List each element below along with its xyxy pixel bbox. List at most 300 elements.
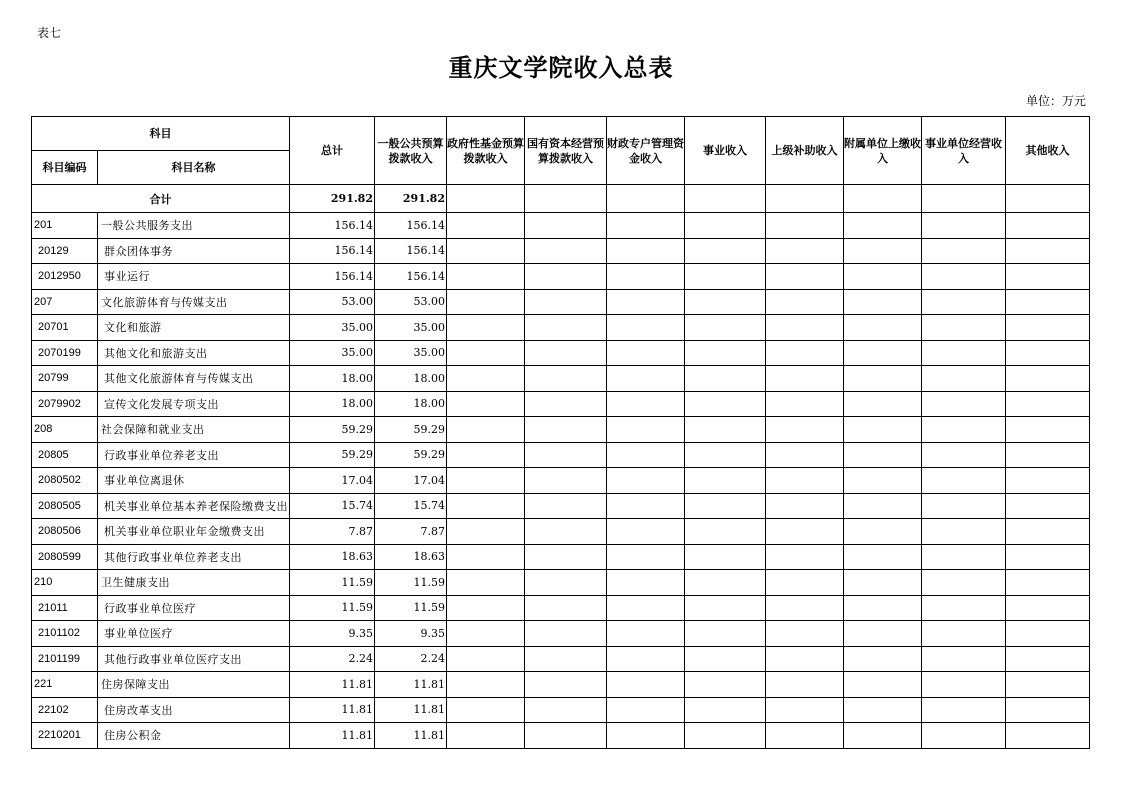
amount-cell	[766, 366, 844, 392]
amount-cell: 11.59	[290, 595, 375, 621]
amount-cell	[1006, 723, 1090, 749]
amount-cell	[1006, 570, 1090, 596]
table-row	[32, 238, 1090, 264]
amount-cell: 17.04	[290, 468, 375, 494]
subject-code-cell: 2080502	[32, 468, 98, 494]
amount-cell	[607, 570, 685, 596]
amount-cell	[844, 391, 922, 417]
amount-cell: 11.59	[375, 595, 447, 621]
amount-cell: 7.87	[375, 519, 447, 545]
amount-cell	[844, 315, 922, 341]
amount-cell	[844, 417, 922, 443]
amount-cell	[447, 570, 525, 596]
amount-cell	[844, 646, 922, 672]
subject-code-cell: 2101199	[32, 646, 98, 672]
amount-cell: 2.24	[290, 646, 375, 672]
income-summary-table	[31, 116, 1090, 749]
amount-cell	[607, 595, 685, 621]
amount-cell	[1006, 289, 1090, 315]
amount-cell	[766, 238, 844, 264]
amount-cell	[607, 468, 685, 494]
amount-cell	[607, 315, 685, 341]
amount-cell	[922, 340, 1006, 366]
amount-cell	[922, 468, 1006, 494]
subject-name-cell: 其他行政事业单位医疗支出	[98, 646, 290, 672]
amount-cell	[607, 493, 685, 519]
header-col: 上级补助收入	[766, 117, 844, 185]
amount-cell: 156.14	[375, 238, 447, 264]
amount-cell	[685, 646, 766, 672]
amount-cell	[685, 315, 766, 341]
amount-cell: 11.81	[290, 723, 375, 749]
table-row	[32, 366, 1090, 392]
table-row	[32, 519, 1090, 545]
amount-cell: 11.59	[375, 570, 447, 596]
amount-cell	[922, 417, 1006, 443]
amount-cell: 59.29	[375, 417, 447, 443]
amount-cell	[766, 315, 844, 341]
amount-cell	[447, 697, 525, 723]
amount-cell	[525, 519, 607, 545]
amount-cell	[1006, 315, 1090, 341]
amount-cell	[525, 315, 607, 341]
subject-code-cell: 201	[32, 213, 98, 239]
table-row	[32, 315, 1090, 341]
amount-cell	[685, 391, 766, 417]
amount-cell: 2.24	[375, 646, 447, 672]
amount-cell	[447, 264, 525, 290]
amount-cell	[607, 289, 685, 315]
amount-cell	[922, 366, 1006, 392]
subject-code-cell: 2101102	[32, 621, 98, 647]
amount-cell	[685, 672, 766, 698]
amount-cell	[844, 570, 922, 596]
table-row	[32, 493, 1090, 519]
amount-cell	[525, 544, 607, 570]
amount-cell	[766, 264, 844, 290]
table-row	[32, 544, 1090, 570]
header-col: 附属单位上缴收入	[844, 117, 922, 185]
amount-cell	[766, 340, 844, 366]
amount-cell	[685, 595, 766, 621]
amount-cell: 156.14	[290, 264, 375, 290]
amount-cell: 11.81	[375, 723, 447, 749]
table-row	[32, 391, 1090, 417]
subject-name-cell: 行政事业单位养老支出	[98, 442, 290, 468]
amount-cell: 35.00	[375, 315, 447, 341]
amount-cell	[685, 723, 766, 749]
amount-cell: 15.74	[375, 493, 447, 519]
amount-cell	[447, 595, 525, 621]
amount-cell: 11.59	[290, 570, 375, 596]
subject-name-cell: 其他文化旅游体育与传媒支出	[98, 366, 290, 392]
subject-name-cell: 行政事业单位医疗	[98, 595, 290, 621]
amount-cell	[1006, 264, 1090, 290]
amount-cell	[607, 697, 685, 723]
total-cell	[525, 185, 607, 213]
amount-cell	[1006, 621, 1090, 647]
amount-cell	[685, 340, 766, 366]
amount-cell	[766, 417, 844, 443]
amount-cell	[447, 238, 525, 264]
table-row	[32, 340, 1090, 366]
amount-cell	[525, 493, 607, 519]
amount-cell	[525, 570, 607, 596]
amount-cell	[1006, 213, 1090, 239]
amount-cell: 156.14	[375, 213, 447, 239]
subject-code-cell: 20799	[32, 366, 98, 392]
amount-cell	[844, 595, 922, 621]
amount-cell	[844, 442, 922, 468]
amount-cell	[447, 366, 525, 392]
total-cell	[844, 185, 922, 213]
amount-cell	[766, 493, 844, 519]
subject-name-cell: 其他文化和旅游支出	[98, 340, 290, 366]
table-row	[32, 570, 1090, 596]
subject-name-cell: 事业单位离退休	[98, 468, 290, 494]
amount-cell	[607, 340, 685, 366]
amount-cell	[447, 493, 525, 519]
amount-cell	[844, 672, 922, 698]
amount-cell: 15.74	[290, 493, 375, 519]
page-title: 重庆文学院收入总表	[448, 53, 674, 82]
amount-cell	[607, 672, 685, 698]
amount-cell	[922, 595, 1006, 621]
amount-cell	[1006, 672, 1090, 698]
table-row	[32, 442, 1090, 468]
amount-cell	[607, 238, 685, 264]
amount-cell	[1006, 468, 1090, 494]
amount-cell	[844, 289, 922, 315]
amount-cell	[922, 315, 1006, 341]
header-col: 其他收入	[1006, 117, 1090, 185]
amount-cell: 9.35	[290, 621, 375, 647]
amount-cell: 18.63	[375, 544, 447, 570]
subject-name-cell: 住房改革支出	[98, 697, 290, 723]
amount-cell: 59.29	[290, 417, 375, 443]
amount-cell	[1006, 493, 1090, 519]
amount-cell	[685, 570, 766, 596]
amount-cell: 17.04	[375, 468, 447, 494]
amount-cell	[922, 672, 1006, 698]
amount-cell	[607, 213, 685, 239]
amount-cell	[1006, 238, 1090, 264]
amount-cell	[766, 544, 844, 570]
amount-cell	[1006, 417, 1090, 443]
amount-cell: 11.81	[375, 697, 447, 723]
subject-code-cell: 221	[32, 672, 98, 698]
amount-cell	[922, 264, 1006, 290]
amount-cell	[1006, 646, 1090, 672]
amount-cell	[922, 646, 1006, 672]
amount-cell	[922, 238, 1006, 264]
amount-cell	[766, 595, 844, 621]
amount-cell	[607, 519, 685, 545]
amount-cell	[685, 442, 766, 468]
amount-cell	[685, 697, 766, 723]
header-col: 事业单位经营收入	[922, 117, 1006, 185]
amount-cell	[766, 391, 844, 417]
amount-cell	[766, 442, 844, 468]
amount-cell	[844, 468, 922, 494]
amount-cell: 18.00	[375, 391, 447, 417]
table-row	[32, 417, 1090, 443]
amount-cell: 18.00	[290, 366, 375, 392]
subject-code-cell: 22102	[32, 697, 98, 723]
table-row	[32, 468, 1090, 494]
subject-code-cell: 20129	[32, 238, 98, 264]
amount-cell	[1006, 340, 1090, 366]
total-cell	[922, 185, 1006, 213]
amount-cell	[607, 723, 685, 749]
subject-name-cell: 卫生健康支出	[98, 570, 290, 596]
amount-cell	[685, 417, 766, 443]
amount-cell	[844, 544, 922, 570]
table-row	[32, 621, 1090, 647]
amount-cell	[844, 723, 922, 749]
subject-name-cell: 事业运行	[98, 264, 290, 290]
amount-cell	[525, 621, 607, 647]
amount-cell	[525, 289, 607, 315]
amount-cell	[447, 391, 525, 417]
subject-name-cell: 事业单位医疗	[98, 621, 290, 647]
subject-code-cell: 2070199	[32, 340, 98, 366]
header-row	[32, 117, 1090, 151]
amount-cell: 11.81	[290, 672, 375, 698]
subject-code-cell: 2080599	[32, 544, 98, 570]
subject-code-cell: 2012950	[32, 264, 98, 290]
amount-cell	[525, 264, 607, 290]
amount-cell	[525, 646, 607, 672]
header-subject-name: 科目名称	[98, 151, 290, 185]
amount-cell: 18.00	[290, 391, 375, 417]
subject-code-cell: 2210201	[32, 723, 98, 749]
amount-cell	[685, 238, 766, 264]
amount-cell	[922, 289, 1006, 315]
amount-cell	[922, 391, 1006, 417]
amount-cell	[766, 213, 844, 239]
amount-cell	[766, 289, 844, 315]
subject-name-cell: 机关事业单位基本养老保险缴费支出	[98, 493, 290, 519]
total-cell	[607, 185, 685, 213]
subject-code-cell: 20805	[32, 442, 98, 468]
amount-cell	[766, 570, 844, 596]
subject-name-cell: 社会保障和就业支出	[98, 417, 290, 443]
subject-name-cell: 机关事业单位职业年金缴费支出	[98, 519, 290, 545]
amount-cell	[844, 213, 922, 239]
subject-code-cell: 2080506	[32, 519, 98, 545]
amount-cell	[1006, 595, 1090, 621]
amount-cell	[607, 544, 685, 570]
amount-cell	[922, 442, 1006, 468]
amount-cell	[607, 646, 685, 672]
subject-name-cell: 住房保障支出	[98, 672, 290, 698]
amount-cell	[922, 213, 1006, 239]
amount-cell	[685, 621, 766, 647]
amount-cell: 59.29	[375, 442, 447, 468]
amount-cell	[525, 442, 607, 468]
table-row	[32, 595, 1090, 621]
subject-name-cell: 群众团体事务	[98, 238, 290, 264]
amount-cell	[922, 519, 1006, 545]
amount-cell: 53.00	[290, 289, 375, 315]
amount-cell	[685, 366, 766, 392]
amount-cell	[922, 493, 1006, 519]
amount-cell: 11.81	[375, 672, 447, 698]
amount-cell	[525, 417, 607, 443]
amount-cell: 35.00	[375, 340, 447, 366]
amount-cell	[685, 264, 766, 290]
amount-cell: 59.29	[290, 442, 375, 468]
amount-cell	[525, 366, 607, 392]
total-cell	[766, 185, 844, 213]
amount-cell: 156.14	[290, 213, 375, 239]
amount-cell: 7.87	[290, 519, 375, 545]
amount-cell	[525, 238, 607, 264]
amount-cell	[766, 672, 844, 698]
total-cell: 291.82	[290, 185, 375, 213]
amount-cell	[844, 264, 922, 290]
header-col: 政府性基金预算拨款收入	[447, 117, 525, 185]
amount-cell	[766, 621, 844, 647]
subject-name-cell: 文化和旅游	[98, 315, 290, 341]
subject-code-cell: 210	[32, 570, 98, 596]
amount-cell: 18.63	[290, 544, 375, 570]
header-col: 总计	[290, 117, 375, 185]
amount-cell: 35.00	[290, 340, 375, 366]
amount-cell	[525, 697, 607, 723]
amount-cell: 18.00	[375, 366, 447, 392]
amount-cell	[1006, 442, 1090, 468]
amount-cell	[447, 340, 525, 366]
amount-cell	[607, 264, 685, 290]
amount-cell	[685, 289, 766, 315]
amount-cell	[844, 366, 922, 392]
amount-cell	[447, 213, 525, 239]
amount-cell	[525, 213, 607, 239]
amount-cell	[447, 621, 525, 647]
amount-cell: 156.14	[290, 238, 375, 264]
amount-cell	[922, 621, 1006, 647]
amount-cell	[844, 340, 922, 366]
amount-cell	[607, 391, 685, 417]
table-row	[32, 264, 1090, 290]
table-row	[32, 672, 1090, 698]
amount-cell	[525, 468, 607, 494]
subject-code-cell: 2079902	[32, 391, 98, 417]
amount-cell	[1006, 391, 1090, 417]
amount-cell	[525, 723, 607, 749]
amount-cell	[607, 442, 685, 468]
amount-cell	[922, 544, 1006, 570]
amount-cell	[685, 519, 766, 545]
amount-cell	[844, 493, 922, 519]
total-cell	[447, 185, 525, 213]
amount-cell	[1006, 519, 1090, 545]
subject-name-cell: 宣传文化发展专项支出	[98, 391, 290, 417]
amount-cell	[525, 672, 607, 698]
amount-cell	[525, 340, 607, 366]
subject-name-cell: 一般公共服务支出	[98, 213, 290, 239]
header-subject: 科目	[32, 117, 290, 151]
header-subject-code: 科目编码	[32, 151, 98, 185]
amount-cell	[447, 289, 525, 315]
amount-cell	[766, 468, 844, 494]
amount-cell	[447, 646, 525, 672]
table-label: 表七	[37, 26, 62, 40]
amount-cell	[766, 646, 844, 672]
table-body	[32, 185, 1090, 749]
amount-cell	[685, 544, 766, 570]
amount-cell	[766, 519, 844, 545]
amount-cell: 156.14	[375, 264, 447, 290]
amount-cell	[447, 442, 525, 468]
table-row	[32, 697, 1090, 723]
amount-cell	[525, 391, 607, 417]
amount-cell	[607, 417, 685, 443]
subject-name-cell: 住房公积金	[98, 723, 290, 749]
total-label: 合计	[32, 185, 290, 213]
amount-cell	[447, 672, 525, 698]
subject-code-cell: 20701	[32, 315, 98, 341]
total-cell: 291.82	[375, 185, 447, 213]
amount-cell: 9.35	[375, 621, 447, 647]
amount-cell	[922, 723, 1006, 749]
amount-cell	[525, 595, 607, 621]
unit-label: 单位：万元	[1025, 94, 1086, 108]
header-col: 事业收入	[685, 117, 766, 185]
table-row	[32, 213, 1090, 239]
subject-code-cell: 2080505	[32, 493, 98, 519]
amount-cell	[685, 213, 766, 239]
subject-name-cell: 文化旅游体育与传媒支出	[98, 289, 290, 315]
amount-cell	[1006, 697, 1090, 723]
amount-cell: 35.00	[290, 315, 375, 341]
amount-cell	[1006, 544, 1090, 570]
amount-cell	[844, 697, 922, 723]
header-col: 一般公共预算拨款收入	[375, 117, 447, 185]
table-row	[32, 289, 1090, 315]
amount-cell	[447, 544, 525, 570]
header-col: 国有资本经营预算拨款收入	[525, 117, 607, 185]
amount-cell	[922, 697, 1006, 723]
amount-cell	[766, 697, 844, 723]
subject-name-cell: 其他行政事业单位养老支出	[98, 544, 290, 570]
amount-cell	[922, 570, 1006, 596]
amount-cell	[607, 366, 685, 392]
header-col: 财政专户管理资金收入	[607, 117, 685, 185]
amount-cell: 11.81	[290, 697, 375, 723]
total-row	[32, 185, 1090, 213]
amount-cell	[844, 519, 922, 545]
amount-cell	[844, 621, 922, 647]
amount-cell	[447, 315, 525, 341]
amount-cell	[607, 621, 685, 647]
amount-cell	[685, 493, 766, 519]
table-row	[32, 646, 1090, 672]
table-row	[32, 723, 1090, 749]
amount-cell: 53.00	[375, 289, 447, 315]
total-cell	[685, 185, 766, 213]
subject-code-cell: 21011	[32, 595, 98, 621]
amount-cell	[766, 723, 844, 749]
subject-code-cell: 208	[32, 417, 98, 443]
amount-cell	[447, 723, 525, 749]
subject-code-cell: 207	[32, 289, 98, 315]
amount-cell	[844, 238, 922, 264]
total-cell	[1006, 185, 1090, 213]
amount-cell	[447, 417, 525, 443]
